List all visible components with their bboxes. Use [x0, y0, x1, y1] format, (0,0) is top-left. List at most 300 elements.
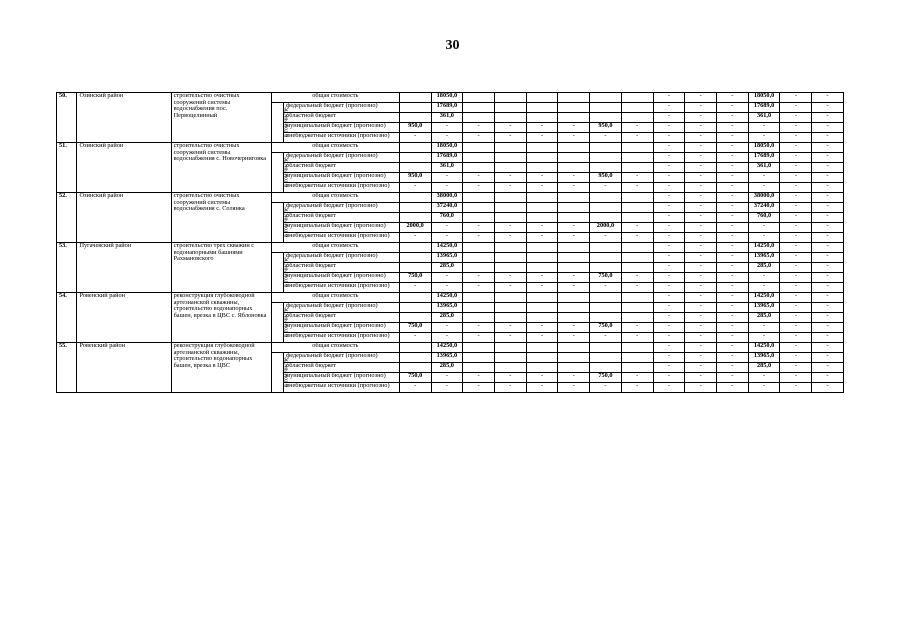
value-cell [621, 193, 653, 203]
value-cell: - [590, 333, 622, 343]
value-cell: - [653, 283, 685, 293]
value-cell: 361,0 [431, 163, 463, 173]
value-cell: - [621, 323, 653, 333]
value-cell: 13965,0 [748, 303, 780, 313]
in-that-number-label [271, 203, 290, 243]
value-cell: - [748, 173, 780, 183]
value-cell [590, 163, 622, 173]
value-cell [558, 363, 590, 373]
value-cell: - [526, 273, 558, 283]
total-cost-label: общая стоимость [271, 193, 399, 203]
value-cell [399, 313, 431, 323]
value-cell [494, 153, 526, 163]
value-cell [558, 103, 590, 113]
district-cell: Озинский район [77, 93, 171, 143]
value-cell: - [780, 133, 812, 143]
table-row [57, 143, 844, 153]
value-cell [494, 363, 526, 373]
funding-source-label: областной бюджет [284, 263, 400, 273]
value-cell: - [463, 333, 495, 343]
value-cell: - [685, 233, 717, 243]
value-cell: - [526, 373, 558, 383]
value-cell: - [685, 343, 717, 353]
funding-source-label: федеральный бюджет (прогнозно) [284, 253, 400, 263]
value-cell: - [431, 123, 463, 133]
value-cell: - [463, 283, 495, 293]
value-cell: - [780, 293, 812, 303]
value-cell: - [812, 243, 844, 253]
value-cell: 285,0 [431, 263, 463, 273]
value-cell [399, 213, 431, 223]
value-cell [494, 303, 526, 313]
value-cell [399, 203, 431, 213]
value-cell: - [780, 373, 812, 383]
value-cell [590, 353, 622, 363]
value-cell: 750,0 [399, 373, 431, 383]
value-cell: 14250,0 [431, 293, 463, 303]
value-cell [590, 243, 622, 253]
value-cell [526, 243, 558, 253]
value-cell [399, 163, 431, 173]
funding-source-label: федеральный бюджет (прогнозно) [284, 353, 400, 363]
value-cell: - [431, 173, 463, 183]
value-cell: - [716, 193, 748, 203]
value-cell: - [621, 283, 653, 293]
funding-source-label: областной бюджет [284, 113, 400, 123]
value-cell: 285,0 [748, 363, 780, 373]
value-cell [494, 113, 526, 123]
in-that-number-label [271, 253, 290, 293]
value-cell: - [653, 243, 685, 253]
in-that-number-text: в том числе [283, 257, 290, 288]
value-cell [590, 263, 622, 273]
value-cell: - [653, 333, 685, 343]
value-cell: - [653, 193, 685, 203]
funding-source-label: муниципальный бюджет (прогнозно) [284, 373, 400, 383]
value-cell [526, 113, 558, 123]
item-number: 50. [57, 93, 77, 143]
value-cell: - [431, 183, 463, 193]
table-row [57, 293, 844, 303]
value-cell [463, 113, 495, 123]
table-row [57, 93, 844, 103]
value-cell [621, 143, 653, 153]
value-cell [399, 353, 431, 363]
value-cell [621, 353, 653, 363]
value-cell [558, 343, 590, 353]
value-cell: - [780, 153, 812, 163]
value-cell: - [621, 183, 653, 193]
value-cell [526, 153, 558, 163]
value-cell [526, 343, 558, 353]
value-cell: - [685, 383, 717, 393]
total-cost-label: общая стоимость [271, 143, 399, 153]
value-cell [399, 253, 431, 263]
value-cell: 38000,0 [748, 193, 780, 203]
value-cell: - [621, 333, 653, 343]
value-cell: - [463, 223, 495, 233]
value-cell [590, 203, 622, 213]
value-cell: - [812, 93, 844, 103]
in-that-number-label [271, 303, 290, 343]
value-cell: - [812, 353, 844, 363]
value-cell: - [621, 233, 653, 243]
value-cell [526, 253, 558, 263]
value-cell [463, 343, 495, 353]
value-cell [526, 213, 558, 223]
district-cell: Ровенский район [77, 343, 171, 393]
value-cell: - [748, 373, 780, 383]
value-cell: - [653, 303, 685, 313]
value-cell: - [431, 383, 463, 393]
value-cell: - [653, 133, 685, 143]
in-that-number-text: в том числе [283, 157, 290, 188]
project-description: реконструкция глубоководной артезианской скважины, строительство водонапорных башен, врезка в ЦВС с. Яблоновка [171, 293, 271, 343]
value-cell: - [716, 233, 748, 243]
value-cell [558, 293, 590, 303]
value-cell: 17689,0 [431, 103, 463, 113]
value-cell [463, 103, 495, 113]
value-cell: - [621, 173, 653, 183]
funding-source-label: муниципальный бюджет (прогнозно) [284, 223, 400, 233]
funding-source-label: внебюджетные источники (прогнозно) [284, 133, 400, 143]
value-cell: - [685, 333, 717, 343]
funding-source-label: внебюджетные источники (прогнозно) [284, 183, 400, 193]
value-cell: - [590, 283, 622, 293]
value-cell: - [558, 373, 590, 383]
value-cell [463, 243, 495, 253]
total-cost-label: общая стоимость [271, 293, 399, 303]
value-cell: - [590, 233, 622, 243]
value-cell: - [780, 193, 812, 203]
value-cell: - [716, 103, 748, 113]
value-cell: 37240,0 [748, 203, 780, 213]
value-cell: - [685, 153, 717, 163]
value-cell [621, 113, 653, 123]
value-cell: - [685, 103, 717, 113]
value-cell [463, 93, 495, 103]
value-cell [494, 143, 526, 153]
value-cell: - [494, 383, 526, 393]
value-cell [494, 103, 526, 113]
value-cell [526, 263, 558, 273]
value-cell: - [558, 223, 590, 233]
table-row [57, 193, 844, 203]
value-cell: - [780, 303, 812, 313]
value-cell [558, 143, 590, 153]
value-cell [590, 193, 622, 203]
value-cell: 361,0 [748, 163, 780, 173]
value-cell: - [716, 143, 748, 153]
value-cell: - [685, 253, 717, 263]
value-cell: - [780, 253, 812, 263]
value-cell: - [748, 233, 780, 243]
value-cell: - [812, 103, 844, 113]
value-cell [590, 113, 622, 123]
value-cell: 750,0 [399, 323, 431, 333]
funding-source-label: областной бюджет [284, 363, 400, 373]
value-cell: - [431, 373, 463, 383]
value-cell: - [558, 383, 590, 393]
value-cell: - [780, 323, 812, 333]
value-cell [621, 93, 653, 103]
value-cell: - [812, 383, 844, 393]
district-cell: Ровенский район [77, 293, 171, 343]
page-number: 30 [445, 38, 460, 53]
value-cell: - [653, 93, 685, 103]
value-cell: - [812, 233, 844, 243]
value-cell [494, 353, 526, 363]
value-cell: - [748, 273, 780, 283]
value-cell: - [812, 143, 844, 153]
item-number: 55. [57, 343, 77, 393]
value-cell: - [621, 383, 653, 393]
value-cell: - [653, 323, 685, 333]
funding-source-label: муниципальный бюджет (прогнозно) [284, 273, 400, 283]
value-cell: - [780, 273, 812, 283]
value-cell [621, 203, 653, 213]
value-cell: - [463, 323, 495, 333]
value-cell: - [494, 123, 526, 133]
value-cell [558, 93, 590, 103]
value-cell: 285,0 [431, 313, 463, 323]
value-cell: - [716, 183, 748, 193]
value-cell: 2000,0 [399, 223, 431, 233]
value-cell: - [653, 343, 685, 353]
value-cell: - [621, 373, 653, 383]
value-cell [558, 203, 590, 213]
value-cell: - [653, 103, 685, 113]
value-cell [558, 353, 590, 363]
value-cell: - [526, 123, 558, 133]
value-cell [621, 153, 653, 163]
value-cell: - [653, 213, 685, 223]
value-cell [463, 213, 495, 223]
value-cell: - [685, 363, 717, 373]
value-cell: - [494, 133, 526, 143]
value-cell: - [685, 183, 717, 193]
funding-source-label: федеральный бюджет (прогнозно) [284, 103, 400, 113]
in-that-number-text: в том числе [283, 307, 290, 338]
value-cell: - [780, 103, 812, 113]
value-cell: - [431, 283, 463, 293]
value-cell: - [621, 273, 653, 283]
value-cell: - [558, 333, 590, 343]
value-cell [590, 213, 622, 223]
value-cell: - [812, 153, 844, 163]
value-cell: - [812, 333, 844, 343]
value-cell: - [716, 213, 748, 223]
value-cell [526, 93, 558, 103]
value-cell [494, 163, 526, 173]
funding-source-label: внебюджетные источники (прогнозно) [284, 283, 400, 293]
program-table [56, 92, 844, 393]
value-cell: - [494, 283, 526, 293]
value-cell: - [431, 273, 463, 283]
value-cell: - [812, 323, 844, 333]
project-description: строительство очистных сооружений системы водоснабжения пос. Первоцелинный [171, 93, 271, 143]
value-cell: - [780, 113, 812, 123]
value-cell [463, 303, 495, 313]
funding-source-label: федеральный бюджет (прогнозно) [284, 153, 400, 163]
value-cell [399, 343, 431, 353]
value-cell: - [716, 253, 748, 263]
value-cell [621, 263, 653, 273]
value-cell [621, 103, 653, 113]
value-cell: 2000,0 [590, 223, 622, 233]
value-cell: - [685, 273, 717, 283]
value-cell [463, 263, 495, 273]
value-cell [621, 363, 653, 373]
value-cell: 13965,0 [748, 253, 780, 263]
value-cell: - [780, 143, 812, 153]
value-cell: - [526, 173, 558, 183]
value-cell [463, 353, 495, 363]
value-cell: - [494, 373, 526, 383]
value-cell: - [653, 183, 685, 193]
value-cell: - [399, 233, 431, 243]
value-cell [590, 253, 622, 263]
value-cell: - [748, 123, 780, 133]
value-cell [463, 143, 495, 153]
value-cell: - [812, 373, 844, 383]
value-cell: - [685, 143, 717, 153]
value-cell: 285,0 [748, 313, 780, 323]
value-cell: - [780, 213, 812, 223]
value-cell: - [526, 233, 558, 243]
value-cell: - [526, 383, 558, 393]
value-cell: 750,0 [399, 273, 431, 283]
value-cell [590, 153, 622, 163]
value-cell [558, 193, 590, 203]
value-cell: 750,0 [590, 323, 622, 333]
value-cell: - [812, 113, 844, 123]
value-cell: - [558, 123, 590, 133]
value-cell [558, 243, 590, 253]
value-cell: - [653, 153, 685, 163]
value-cell: - [716, 243, 748, 253]
value-cell: - [685, 223, 717, 233]
in-that-number-text: в том числе [283, 107, 290, 138]
value-cell: - [780, 243, 812, 253]
value-cell: - [812, 293, 844, 303]
value-cell [494, 313, 526, 323]
value-cell: - [590, 383, 622, 393]
value-cell: - [685, 193, 717, 203]
value-cell: - [716, 163, 748, 173]
value-cell: - [494, 183, 526, 193]
project-description: реконструкция глубоководной артезианской скважины, строительство водонапорных башен, врезка в ЦВС [171, 343, 271, 393]
value-cell: - [653, 163, 685, 173]
value-cell [526, 293, 558, 303]
value-cell [494, 193, 526, 203]
value-cell [526, 363, 558, 373]
value-cell: - [812, 193, 844, 203]
value-cell: - [463, 173, 495, 183]
value-cell [494, 213, 526, 223]
value-cell [558, 313, 590, 323]
value-cell: 361,0 [431, 113, 463, 123]
value-cell: - [716, 273, 748, 283]
value-cell: - [463, 373, 495, 383]
value-cell: - [685, 133, 717, 143]
value-cell [399, 263, 431, 273]
district-cell: Пугачевский район [77, 243, 171, 293]
value-cell [494, 93, 526, 103]
value-cell: - [526, 223, 558, 233]
value-cell: - [494, 323, 526, 333]
value-cell: - [812, 173, 844, 183]
value-cell: 750,0 [590, 373, 622, 383]
value-cell [558, 163, 590, 173]
value-cell: - [399, 333, 431, 343]
value-cell: 14250,0 [431, 343, 463, 353]
value-cell: 37240,0 [431, 203, 463, 213]
funding-source-label: внебюджетные источники (прогнозно) [284, 233, 400, 243]
value-cell: - [685, 303, 717, 313]
value-cell: - [494, 273, 526, 283]
value-cell: - [558, 273, 590, 283]
value-cell: - [748, 133, 780, 143]
value-cell [526, 163, 558, 173]
value-cell [621, 213, 653, 223]
value-cell [558, 253, 590, 263]
total-cost-label: общая стоимость [271, 243, 399, 253]
value-cell [558, 263, 590, 273]
value-cell: - [494, 223, 526, 233]
value-cell [494, 203, 526, 213]
value-cell: - [812, 123, 844, 133]
value-cell: - [558, 323, 590, 333]
value-cell [590, 93, 622, 103]
value-cell: - [716, 303, 748, 313]
value-cell: - [463, 233, 495, 243]
value-cell: - [780, 333, 812, 343]
value-cell: 950,0 [399, 173, 431, 183]
value-cell: 17689,0 [431, 153, 463, 163]
value-cell: - [685, 263, 717, 273]
value-cell: - [748, 223, 780, 233]
value-cell [621, 303, 653, 313]
value-cell: 38000,0 [431, 193, 463, 203]
value-cell: - [780, 263, 812, 273]
value-cell [590, 343, 622, 353]
in-that-number-text: в том числе [283, 357, 290, 388]
value-cell: 13965,0 [431, 353, 463, 363]
value-cell [494, 243, 526, 253]
value-cell [590, 303, 622, 313]
value-cell [621, 343, 653, 353]
district-cell: Озинский район [77, 143, 171, 193]
funding-source-label: федеральный бюджет (прогнозно) [284, 203, 400, 213]
funding-source-label: внебюджетные источники (прогнозно) [284, 383, 400, 393]
value-cell [399, 303, 431, 313]
value-cell: - [812, 313, 844, 323]
value-cell [494, 293, 526, 303]
value-cell: - [431, 223, 463, 233]
value-cell: - [780, 353, 812, 363]
value-cell: - [653, 233, 685, 243]
value-cell: - [463, 183, 495, 193]
funding-source-label: муниципальный бюджет (прогнозно) [284, 323, 400, 333]
value-cell: - [653, 293, 685, 303]
value-cell: - [558, 133, 590, 143]
value-cell: - [780, 223, 812, 233]
value-cell: - [526, 333, 558, 343]
item-number: 51. [57, 143, 77, 193]
value-cell: - [716, 263, 748, 273]
value-cell: - [716, 383, 748, 393]
